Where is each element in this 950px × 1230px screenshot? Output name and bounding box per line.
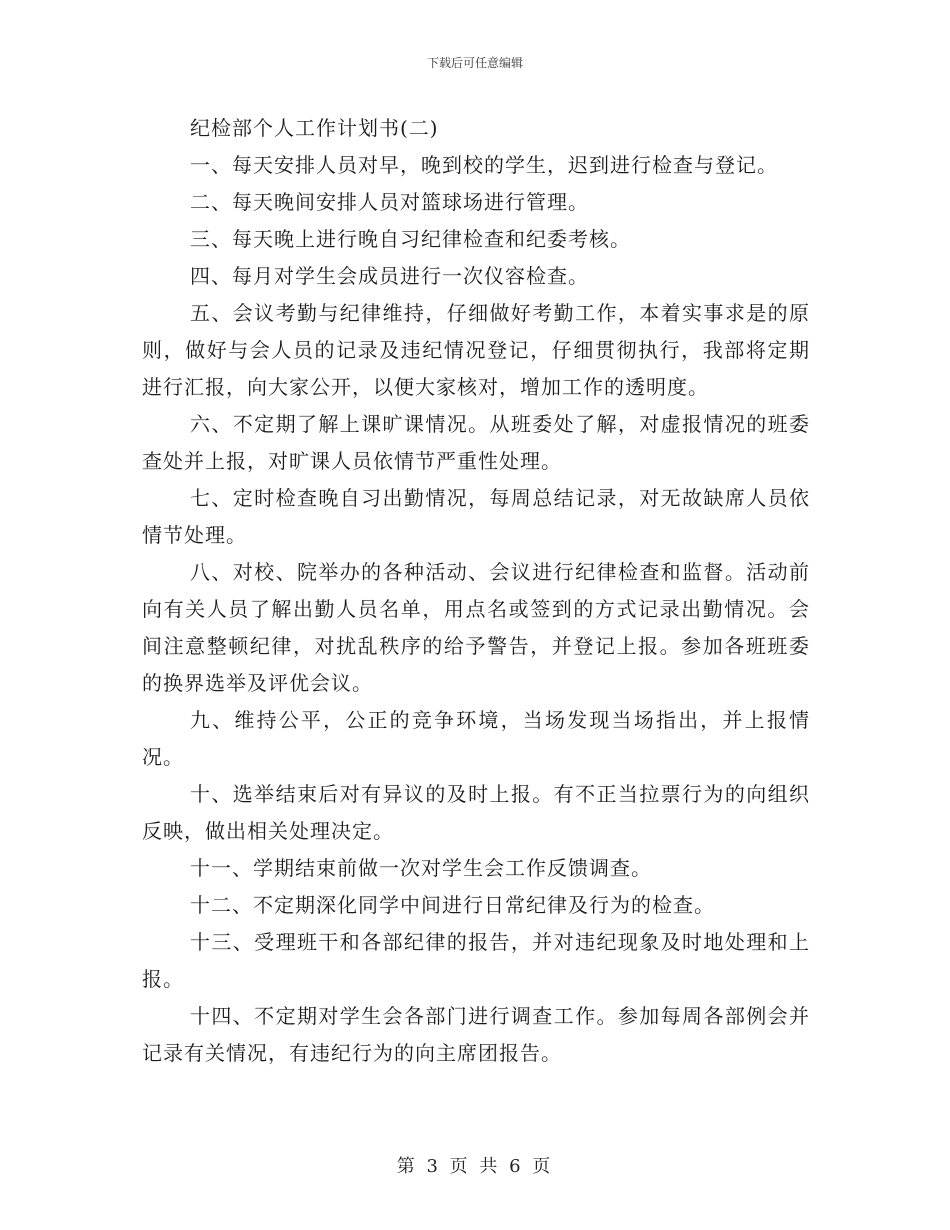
paragraph-2: 二、每天晚间安排人员对篮球场进行管理。: [190, 190, 589, 214]
paragraph-8: 八、对校、院举办的各种活动、会议进行纪律检查和监督。活动前向有关人员了解出勤人员名单，用点名或签到的方式记录出勤情况。会间注意整顿纪律，对扰乱秩序的给予警告，并登记上报。参加各班班委的换界选举及评优会议。: [142, 560, 810, 695]
paragraph-10: 十、选举结束后对有异议的及时上报。有不正当拉票行为的向组织反映，做出相关处理决定。: [142, 782, 810, 843]
paragraph-3: 三、每天晚上进行晚自习纪律检查和纪委考核。: [190, 227, 631, 251]
paragraph-5: 五、会议考勤与纪律维持，仔细做好考勤工作，本着实事求是的原则，做好与会人员的记录及违纪情况登记，仔细贯彻执行，我部将定期进行汇报，向大家公开，以便大家核对，增加工作的透明度。: [142, 301, 810, 399]
paragraph-4: 四、每月对学生会成员进行一次仪容检查。: [190, 264, 589, 288]
paragraph-11: 十一、学期结束前做一次对学生会工作反馈调查。: [190, 856, 652, 880]
page-footer: 第 3 页 共 6 页: [396, 1156, 554, 1177]
header-note: 下载后可任意编辑: [426, 56, 523, 70]
document-title: 纪检部个人工作计划书(二): [190, 116, 439, 140]
document-body: [142, 110, 810, 1072]
paragraph-12: 十二、不定期深化同学中间进行日常纪律及行为的检查。: [190, 893, 715, 917]
paragraph-13: 十三、受理班干和各部纪律的报告，并对违纪现象及时地处理和上报。: [142, 930, 810, 991]
paragraph-6: 六、不定期了解上课旷课情况。从班委处了解，对虚报情况的班委查处并上报，对旷课人员依情节严重性处理。: [142, 412, 810, 473]
paragraph-1: 一、每天安排人员对早，晚到校的学生，迟到进行检查与登记。: [190, 153, 778, 177]
paragraph-14: 十四、不定期对学生会各部门进行调查工作。参加每周各部例会并记录有关情况，有违纪行为的向主席团报告。: [142, 1004, 810, 1065]
paragraph-7: 七、定时检查晚自习出勤情况，每周总结记录，对无故缺席人员依情节处理。: [142, 486, 810, 547]
paragraph-9: 九、维持公平，公正的竞争环境，当场发现当场指出，并上报情况。: [142, 708, 810, 769]
